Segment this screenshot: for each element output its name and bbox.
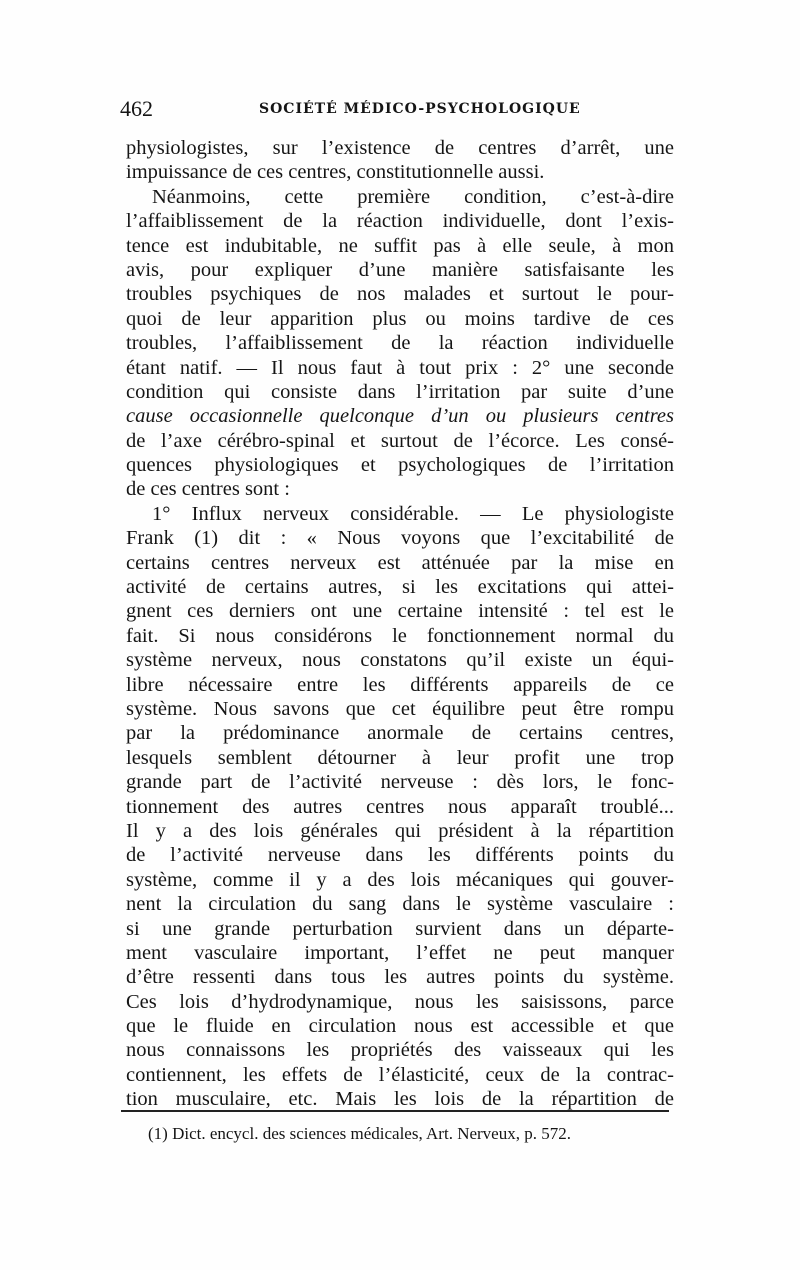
text-line: système. Nous savons que cet équilibre peut être rompu xyxy=(126,697,674,720)
text-line: Frank (1) dit : « Nous voyons que l’excitabilité de xyxy=(126,527,674,550)
text-line: Il y a des lois générales qui président à la répartition xyxy=(126,819,674,842)
footnote: (1) Dict. encycl. des sciences médicales, Art. Nerveux, p. 572. xyxy=(148,1124,571,1143)
text-line: de l’activité nerveuse dans les différents points du xyxy=(126,844,674,867)
text-line: libre nécessaire entre les différents appareils de ce xyxy=(126,673,674,696)
text-line: certains centres nerveux est atténuée par la mise en xyxy=(126,551,674,574)
text-line: quences physiologiques et psychologiques de l’irritation xyxy=(126,454,674,477)
text-line: condition qui consiste dans l’irritation par suite d’une xyxy=(126,380,674,403)
text-line: l’affaiblissement de la réaction individuelle, dont l’exis- xyxy=(126,210,674,233)
text-line: avis, pour expliquer d’une manière satisfaisante les xyxy=(126,258,674,281)
text-line: gnent ces derniers ont une certaine intensité : tel est le xyxy=(126,600,674,623)
text-line: tence est indubitable, ne suffit pas à elle seule, à mon xyxy=(126,234,674,257)
text-line: système nerveux, nous constatons qu’il existe un équi- xyxy=(126,649,674,672)
text-line: ment vasculaire important, l’effet ne peut manquer xyxy=(126,941,674,964)
text-line: impuissance de ces centres, constitutionnelle aussi. xyxy=(126,161,545,184)
text-line: de l’axe cérébro-spinal et surtout de l’écorce. Les consé- xyxy=(126,429,674,452)
text-line: lesquels semblent détourner à leur profit une trop xyxy=(126,746,674,769)
text-line: troubles, l’affaiblissement de la réaction individuelle xyxy=(126,332,674,355)
text-line: Néanmoins, cette première condition, c’est-à-dire xyxy=(152,185,674,208)
running-head: SOCIÉTÉ MÉDICO-PSYCHOLOGIQUE xyxy=(259,101,581,117)
text-line: étant natif. — Il nous faut à tout prix : 2° une seconde xyxy=(126,356,674,379)
page-header xyxy=(120,96,675,130)
text-line: système, comme il y a des lois mécaniques qui gouver- xyxy=(126,868,674,891)
text-line: tion musculaire, etc. Mais les lois de la répartition de xyxy=(126,1088,674,1111)
text-line: nous connaissons les propriétés des vaisseaux qui les xyxy=(126,1039,674,1062)
body-text xyxy=(126,136,674,1112)
text-line: par la prédominance anormale de certains centres, xyxy=(126,722,674,745)
footnote-rule xyxy=(121,1110,669,1112)
text-line: troubles psychiques de nos malades et surtout le pour- xyxy=(126,283,674,306)
text-line: tionnement des autres centres nous apparaît troublé... xyxy=(126,795,674,818)
text-line: si une grande perturbation survient dans un départe- xyxy=(126,917,674,940)
text-line: physiologistes, sur l’existence de centres d’arrêt, une xyxy=(126,137,674,159)
text-line: de ces centres sont : xyxy=(126,478,290,501)
text-line: que le fluide en circulation nous est accessible et que xyxy=(126,1015,674,1038)
page-number: 462 xyxy=(120,96,153,121)
text-line: quoi de leur apparition plus ou moins tardive de ces xyxy=(126,307,674,330)
text-line: activité de certains autres, si les excitations qui attei- xyxy=(126,576,674,599)
text-line: nent la circulation du sang dans le système vasculaire : xyxy=(126,893,674,916)
text-line: 1° Influx nerveux considérable. — Le physiologiste xyxy=(152,502,674,525)
text-line: Ces lois d’hydrodynamique, nous les saisissons, parce xyxy=(126,990,674,1013)
text-line: cause occasionnelle quelconque d’un ou plusieurs centres xyxy=(126,405,674,428)
text-line: d’être ressenti dans tous les autres points du système. xyxy=(126,966,674,989)
text-line: fait. Si nous considérons le fonctionnement normal du xyxy=(126,624,674,647)
text-line: grande part de l’activité nerveuse : dès lors, le fonc- xyxy=(126,771,674,794)
text-line: contiennent, les effets de l’élasticité, ceux de la contrac- xyxy=(126,1063,674,1086)
